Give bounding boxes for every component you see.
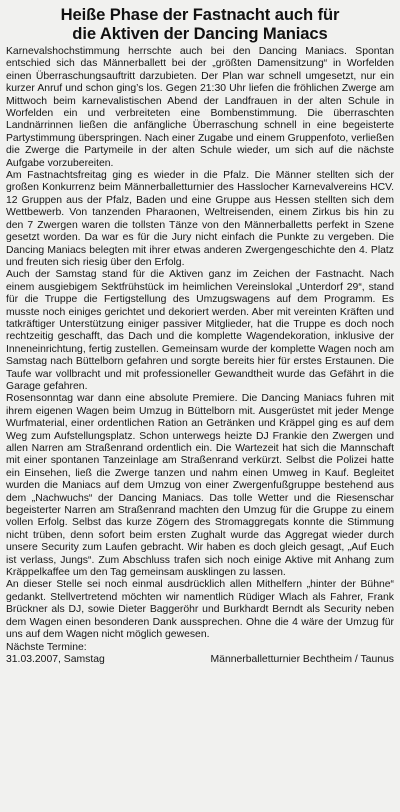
dates-heading: Nächste Termine: bbox=[6, 641, 87, 653]
paragraph-tournament: Am Fastnachtsfreitag ging es wieder in die Pfalz. Die Männer stellten sich der großen Konkurrenz beim Männerballetturnier des Hasslocher Karnevalvereins HCV. 12 Gruppen aus der Pfalz, Baden und eine Gruppe aus Hessen stellten sich dem Wettbewerb. Von tanzenden Pharaonen, Weltreisenden, einem Zirkus bis hin zu den 7 Zwergen waren die tollsten Tänze von den Männerballetts perfekt in Szene gesetzt worden. Da war es für die Jury nicht einfach die Punkte zu vergeben. Die Dancing Maniacs belegten mit ihrer etwas anderen Zwergengeschichte den 4. Platz und freuten sich riesig über den Erfolg. bbox=[6, 170, 394, 268]
date-value: 31.03.2007, Samstag bbox=[6, 653, 105, 665]
headline-line-2: die Aktiven der Dancing Maniacs bbox=[72, 24, 328, 43]
paragraph-thanks: An dieser Stelle sei noch einmal ausdrücklich allen Mithelfern „hinter der Bühne“ gedankt. Stellvertretend möchten wir namentlich Rüdiger Wlach als Fahrer, Frank Brückner als DJ, sowie Dieter Baggeröhr und Burkhardt Berndt als Security neben dem Wagen einen besonderen Dank aussprechen. Ohne die 4 wäre der Umzug für uns auf dem Wagen nicht möglich gewesen. bbox=[6, 579, 394, 641]
upcoming-dates bbox=[6, 642, 394, 667]
headline-line-1: Heiße Phase der Fastnacht auch für bbox=[60, 5, 340, 24]
article-body bbox=[0, 43, 400, 666]
event-name: Männerballetturnier Bechtheim / Taunus bbox=[210, 653, 394, 665]
article-headline bbox=[0, 0, 400, 43]
paragraph-parade: Rosensonntag war dann eine absolute Premiere. Die Dancing Maniacs fuhren mit ihrem eigenen Wagen beim Umzug in Büttelborn mit. Ausgerüstet mit jeder Menge Wurfmaterial, einer ordentlichen Ration an Getränken und Kräppel ging es auf dem Weg zum Aufstellungsplatz. Schon unterwegs heizte DJ Frankie den Zwergen und allen Narren am Straßenrand ordentlich ein. Die Wartezeit hat sich die Mannschaft mit einer spontanen Tanzeinlage am Straßenrand verkürzt. Selbst die Polizei hatte ein Einsehen, ließ die Zwerge tanzen und nahm einen Umweg in Kauf. Begleitet wurden die Maniacs auf dem Umzug von einer Zwergenfußgruppe bestehend aus dem „Nachwuchs“ der Dancing Maniacs. Das tolle Wetter und die Riesenschar begeisterter Narren am Straßenrand machten den Umzug für die Gruppe zu einem vollen Erfolg. Selbst das kurze Zögern des Stromaggregats konnte die Stimmung nicht trüben, denn sofort beim ersten Zughalt wurde das Aggregat wieder durch unsere Security zum Laufen gebracht. Wir haben es doch gleich gesagt, „Auf Euch ist verlass, Jungs“. Zum Abschluss trafen sich noch einige Aktive mit Anhang zum Kräppelkaffee um den Tag gemeinsam ausklingen zu lassen. bbox=[6, 393, 394, 579]
date-row bbox=[6, 654, 394, 666]
paragraph-saturday: Auch der Samstag stand für die Aktiven ganz im Zeichen der Fastnacht. Nach einem ausgiebigem Sektfrühstück im heimlichen Vereinslokal „Unterdorf 29“, stand für die Truppe die Fertigstellung des Umzugswagens auf dem Programm. Es musste noch einiges gerichtet und dekoriert werden. Aber mit vereinten Kräften und tatkräftiger Unterstützung einiger passiver Mitglieder, hat die Truppe es doch noch rechtzeitig geschafft, das Dach und die komplette Wagendekoration, inklusive der Inneneinrichtung, fertig zustellen. Gemeinsam wurde der komplette Wagen noch am Samstag nach Büttelborn gefahren und sorgte bereits hier für erstes Erstaunen. Die Taufe war vollbracht und mit professioneller Gewandtheit wurde das Gefährt in die Garage gefahren. bbox=[6, 269, 394, 392]
paragraph-dance-surprise: Karnevalshochstimmung herrschte auch bei den Dancing Maniacs. Spontan entschied sich das Männerballett bei der „größten Damensitzung“ in Worfelden einen Überraschungsauftritt darzubieten. Der Plan war schnell umgesetzt, nur ein kurzer Anruf und schon ging’s los. Gegen 21:30 Uhr liefen die fröhlichen Zwerge am Mittwoch beim karnevalistischen Abend der Landfrauen in der alten Schule in Worfelden ein und verbreiteten eine Bombenstimmung. Die überraschten Landnärrinnen ließen die anfängliche Überraschung schnell in eine begeisterte Partystimmung überspringen. Nach einer Zugabe und einem Gruppenfoto, verließen die Zwerge die Partymeile in der alten Schule wieder, um sich auf die nächste Aufgabe vorzubereiten. bbox=[6, 46, 394, 169]
